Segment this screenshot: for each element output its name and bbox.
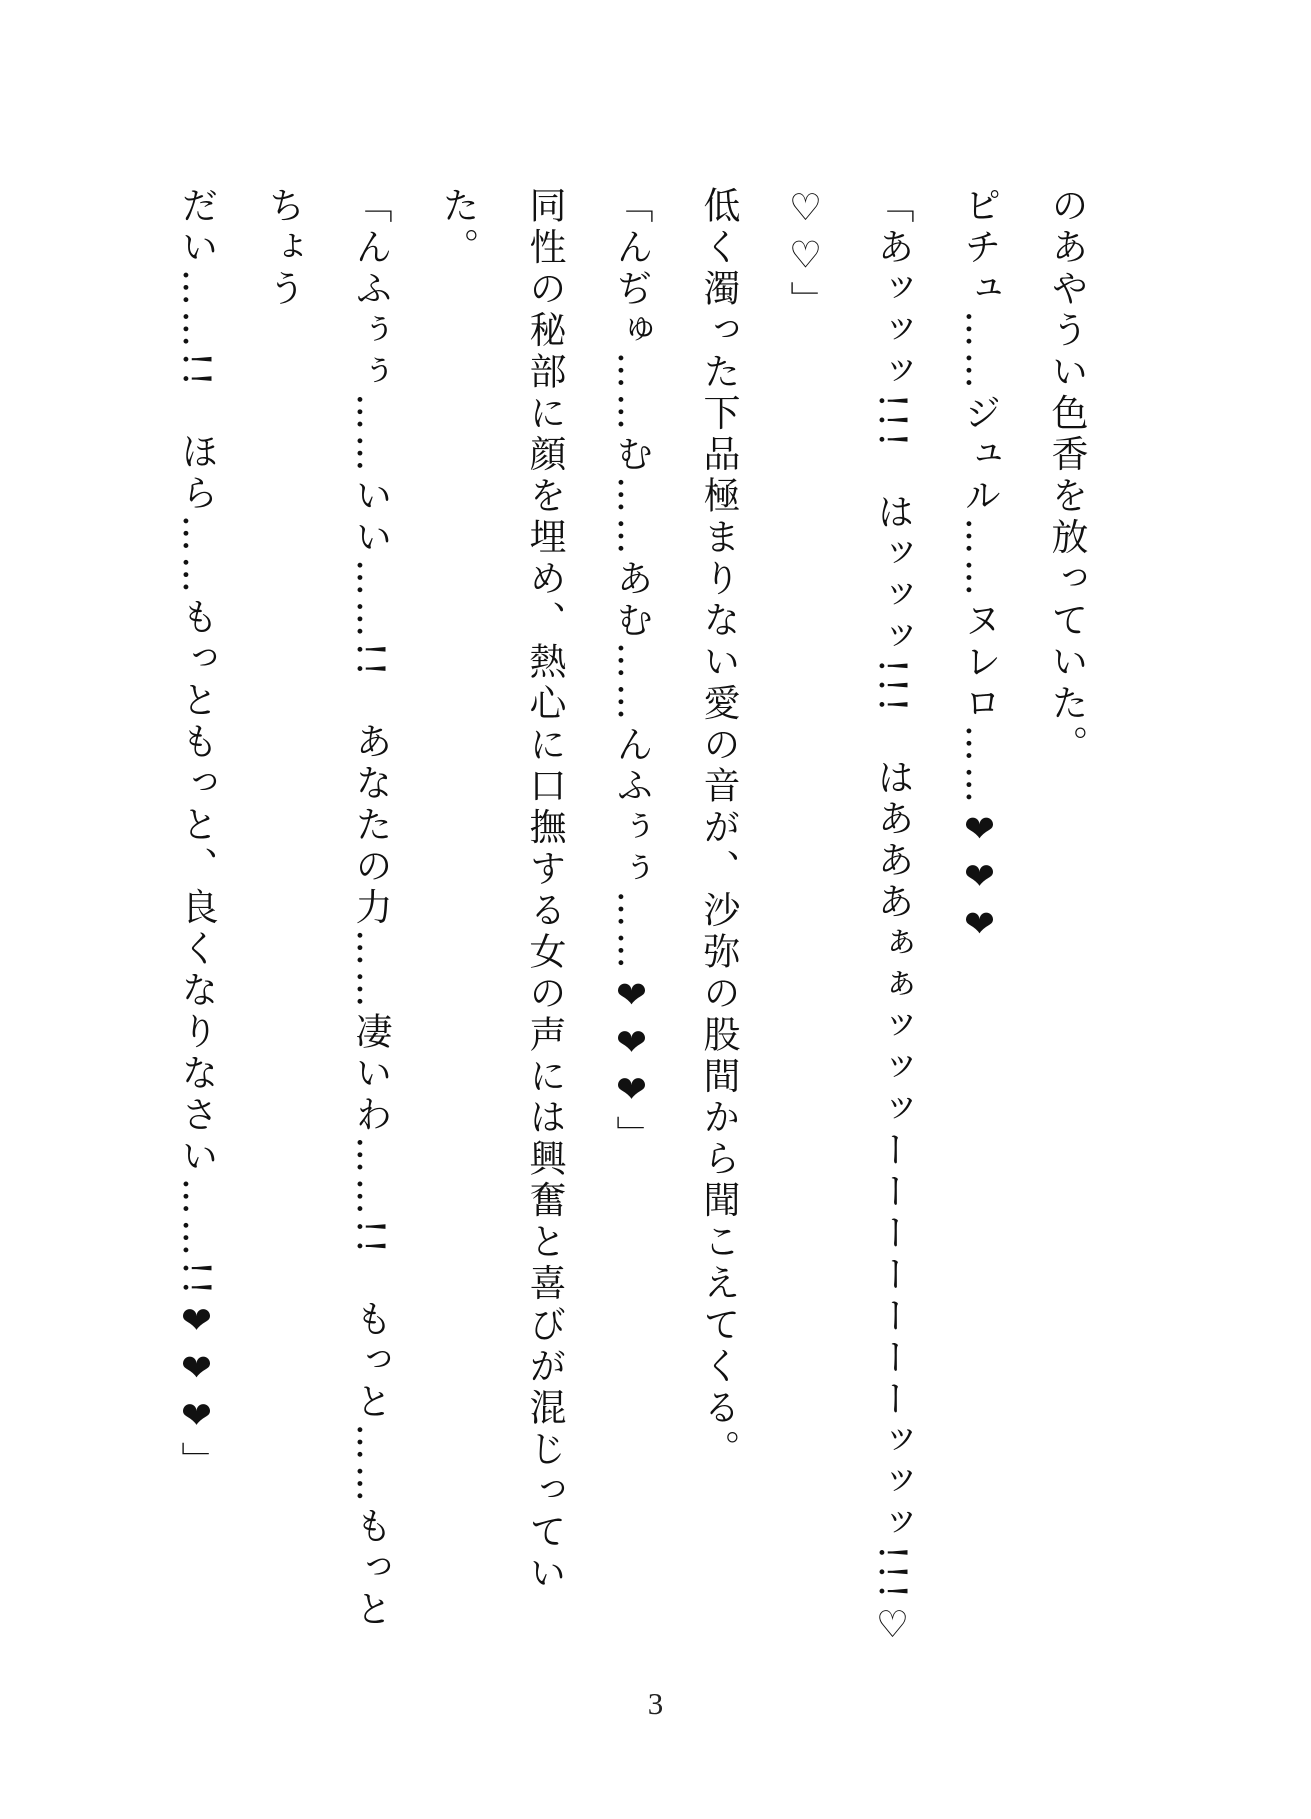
text-line-5: 「んぢゅ……む……あむ……んふぅぅ……❤❤❤」	[610, 186, 653, 1158]
page-number: 3	[647, 1686, 664, 1721]
text-line-6: 同性の秘部に顔を埋め、熱心に口撫する女の声には興奮と喜びが混じっていた。	[436, 186, 566, 1595]
vertical-text-body	[175, 186, 1110, 1656]
text-line-7: 「んふぅぅ……いい……!! あなたの力……凄いわ……!! もっと……もっとちょう	[262, 186, 392, 1631]
text-line-1: のあやうい色香を放っていた。	[1045, 186, 1088, 767]
text-line-3: 「あッッッ!!! はッッッ!!! はあああぁぁッッッーーーーーーーッッッ!!!♡♡♡」	[784, 186, 914, 1651]
text-line-4: 低く濁った下品極まりない愛の音が、沙弥の股間から聞こえてくる。	[697, 186, 740, 1471]
text-line-8: だい……!! ほら……もっともっと、良くなりなさい……!!❤❤❤」	[175, 186, 218, 1483]
text-line-2: ピチュ……ジュル……ヌレロ……❤❤❤	[958, 186, 1001, 950]
